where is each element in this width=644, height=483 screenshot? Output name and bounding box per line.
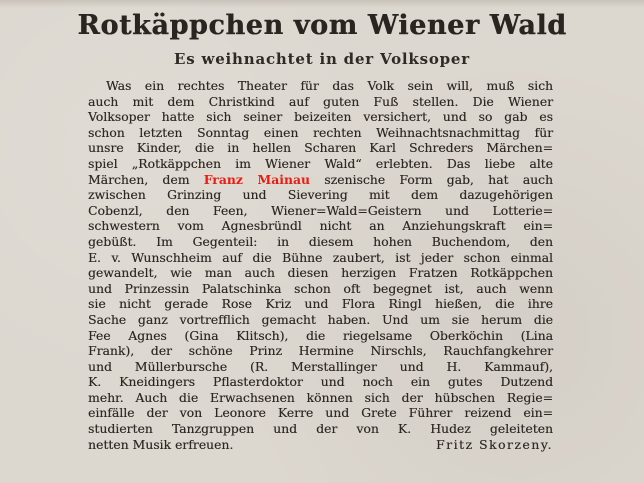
article-line: Frank), der schöne Prinz Hermine Nirschls, Rauchfangkehrer: [88, 343, 553, 359]
article-line: und Prinzessin Palatschinka schon oft begegnet ist, auch wenn: [88, 280, 553, 296]
article-line: zwischen Grinzing und Sievering mit dem dazugehörigen: [88, 187, 553, 203]
article-line: mehr. Auch die Erwachsenen können sich der hübschen Regie=: [88, 389, 553, 405]
article-line: Sache ganz vortrefflich gemacht haben. Und um sie herum die: [88, 311, 553, 327]
article-line: einfälle der von Leonore Kerre und Grete Führer reizend ein=: [88, 405, 553, 421]
previous-article-bleed: [0, 0, 644, 8]
article-line: schon letzten Sonntag einen rechten Weihnachtsnachmittag für: [88, 124, 553, 140]
author-signature: Fritz Skorzeny.: [436, 436, 553, 452]
article-line: und Müllerbursche (R. Merstallinger und H. Kammauf),: [88, 358, 553, 374]
article-line: auch mit dem Christkind auf guten Fuß stellen. Die Wiener: [88, 93, 553, 109]
article-line: Was ein rechtes Theater für das Volk sein will, muß sich: [106, 78, 553, 93]
article-line: E. v. Wunschheim auf die Bühne zaubert, ist jeder schon einmal: [88, 249, 553, 265]
article-body: [88, 78, 553, 452]
final-line-row: [88, 437, 553, 453]
article-line: Fee Agnes (Gina Klitsch), die riegelsame Oberköchin (Lina: [88, 327, 553, 343]
final-line: netten Musik erfreuen.: [88, 436, 234, 452]
article-line: gebüßt. Im Gegenteil: in diesem hohen Buchendom, den: [88, 233, 553, 249]
article-line: sie nicht gerade Rose Kriz und Flora Ringl hießen, die ihre: [88, 296, 553, 312]
article-line: studierten Tanzgruppen und der von K. Hudez geleiteten: [88, 421, 553, 437]
highlighted-name: Franz Mainau: [203, 171, 311, 187]
headline: Rotkäppchen vom Wiener Wald: [77, 10, 567, 41]
article-line: Cobenzl, den Feen, Wiener=Wald=Geistern und Lotterie=: [88, 202, 553, 218]
article-line: unsre Kinder, die in hellen Scharen Karl Schreders Märchen=: [88, 140, 553, 156]
article-line: K. Kneidingers Pflasterdoktor und noch ein gutes Dutzend: [88, 374, 553, 390]
article-line: spiel „Rotkäppchen im Wiener Wald“ erlebten. Das liebe alte: [88, 155, 553, 171]
line-text: szenische Form gab, hat auch: [324, 171, 553, 187]
article-line: schwestern vom Agnesbründl nicht an Anziehungskraft ein=: [88, 218, 553, 234]
article-line: Volksoper hatte sich seiner beizeiten versichert, und so gab es: [88, 109, 553, 125]
article-line: gewandelt, wie man auch diesen herzigen Fratzen Rotkäppchen: [88, 265, 553, 281]
subheadline: Es weihnachtet in der Volksoper: [174, 50, 470, 68]
line-text: Märchen, dem: [88, 171, 190, 187]
article-line-with-highlight: [88, 172, 553, 188]
